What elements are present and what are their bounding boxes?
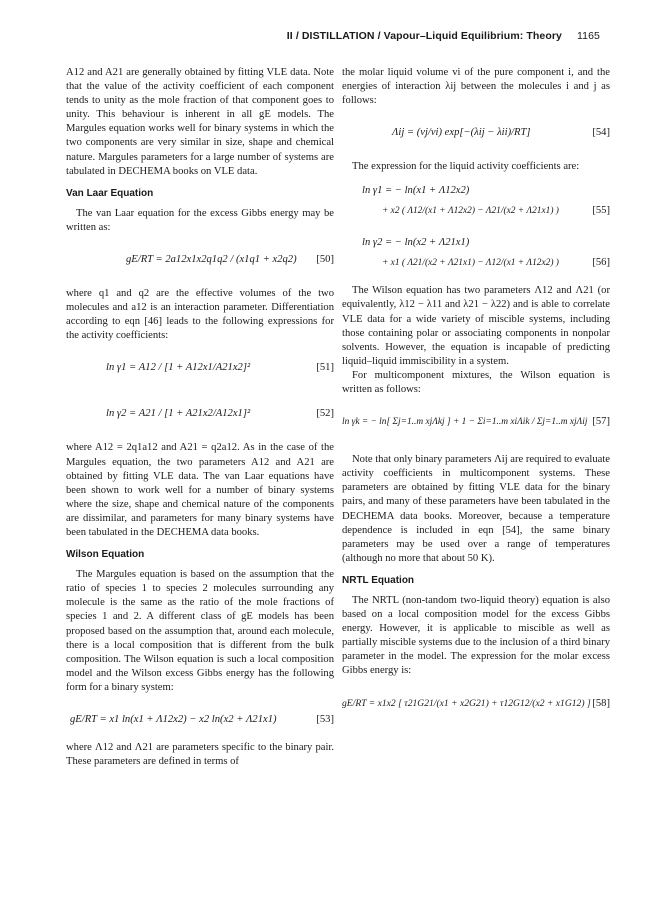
paragraph: The Margules equation is based on the assumption that the ratio of species 1 to species 2 molecules surrounding any molecule is the same as the ratio of the mole fractions of species 1 and 2. A different class of gE models has been proposed based on the assumption that, around each molecule, there is a local composition that is different from the bulk composition. The Wilson equation is such a local composition model and the Wilson excess Gibbs energy has the following form for a binary system: bbox=[66, 569, 334, 693]
equation-number: [50] bbox=[316, 254, 334, 266]
equation-50 bbox=[66, 241, 334, 281]
equation-53 bbox=[66, 701, 334, 735]
equation-54 bbox=[342, 114, 610, 154]
equation-body: ln γ2 = A21 / [1 + A21x2/A12x1]² bbox=[106, 408, 251, 420]
paragraph: Note that only binary parameters Λij are required to evaluate activity coefficients in multicomponent systems. These parameters are obtained by fitting VLE data for the binary pairs, and many of these parameters have been tabulated in the DECHEMA data books. Moreover, because a temperature dependence is included in eqn [54], the same binary parameters may be used over a range of temperatures (although no more that about 50 K). bbox=[342, 454, 611, 564]
paragraph: the molar liquid volume vi of the pure component i, and the energies of interaction λij between the molecules i and j as follows: bbox=[342, 67, 610, 107]
section-heading-wilson: Wilson Equation bbox=[66, 549, 145, 561]
equation-58 bbox=[342, 685, 610, 725]
equation-body: + x1 ( Λ21/(x2 + Λ21x1) − Λ12/(x1 + Λ12x2) ) bbox=[382, 258, 559, 269]
paragraph: The NRTL (non-tandom two-liquid theory) equation is also based on a local composition model for the excess Gibbs energy. However, it is applicable to miscible as well as partially miscible systems due to the inclusion of a third binary parameter in the model. The expression for the molar excess Gibbs energy is: bbox=[342, 594, 610, 677]
running-title: II / DISTILLATION / Vapour–Liquid Equilibrium: Theory bbox=[286, 30, 562, 42]
paragraph: For multicomponent mixtures, the Wilson equation is written as follows: bbox=[342, 369, 610, 396]
equation-57 bbox=[342, 403, 610, 447]
equation-number: [55] bbox=[592, 205, 610, 217]
equation-52 bbox=[66, 395, 334, 435]
equation-51 bbox=[66, 349, 334, 389]
paragraph: The expression for the liquid activity coefficients are: bbox=[352, 161, 580, 173]
equation-body: gE/RT = x1 ln(x1 + Λ12x2) − x2 ln(x2 + Λ21x1) bbox=[70, 714, 277, 725]
equation-body: ln γ1 = − ln(x1 + Λ12x2) bbox=[362, 185, 470, 197]
paragraph: The Wilson equation has two parameters Λ12 and Λ21 (or equivalently, λ12 − λ11 and λ21 − λ22) and is able to correlate VLE data for a wide variety of miscible systems, including those containing polar or associating components in nonpolar solvents. However, the equation is incapable of predicting liquid–liquid immiscibility in a system. bbox=[342, 285, 610, 367]
equation-number: [54] bbox=[592, 127, 610, 139]
running-header bbox=[287, 30, 600, 42]
equation-number: [56] bbox=[592, 257, 610, 269]
equation-body: ln γk = − ln[ Σj=1..m xjΛkj ] + 1 − Σi=1..m xiΛik / Σj=1..m xjΛij bbox=[342, 417, 588, 428]
equation-body: + x2 ( Λ12/(x1 + Λ12x2) − Λ21/(x2 + Λ21x1) ) bbox=[382, 206, 559, 217]
right-column bbox=[342, 66, 610, 731]
equation-number: [58] bbox=[592, 697, 610, 709]
paragraph: where q1 and q2 are the effective volumes of the two molecules and a12 is an interaction parameter. Differentiation according to eqn [46] leads to the following expressions for the activity coefficients: bbox=[66, 288, 334, 342]
equation-number: [53] bbox=[316, 714, 334, 725]
equation-number: [57] bbox=[592, 416, 610, 428]
equation-number: [51] bbox=[316, 362, 334, 374]
equation-number: [52] bbox=[316, 408, 334, 420]
paragraph: The van Laar equation for the excess Gibbs energy may be written as: bbox=[66, 207, 334, 233]
section-heading-nrtl: NRTL Equation bbox=[342, 574, 415, 586]
paragraph: where Λ12 and Λ21 are parameters specific to the binary pair. These parameters are defined in terms of bbox=[66, 742, 334, 768]
equation-body: ln γ2 = − ln(x2 + Λ21x1) bbox=[362, 237, 470, 249]
paragraph: where A12 = 2q1a12 and A21 = q2a12. As in the case of the Margules equation, the two parameters A12 and A21 are obtained by fitting VLE data. The van Laar equations have been shown to work well for a number of binary systems where the size, shape and chemical nature of the components are dissimilar, and parameters for many binary systems have been tabulated in the DECHEMA data books. bbox=[66, 442, 334, 538]
paragraph: A12 and A21 are generally obtained by fitting VLE data. Note that the value of the activity coefficient of each component tends to unity as the mole fraction of that component goes to unity. This behaviour is inherent in all gE models. The Margules equation works well for binary systems in which the two components are very similar in size, shape and chemical nature. Margules parameters for a large number of systems are tabulated in DECHEMA books on VLE data. bbox=[66, 67, 334, 177]
equation-55 bbox=[342, 180, 610, 226]
equation-56 bbox=[342, 232, 610, 278]
equation-body: Λij = (vj/vi) exp[−(λij − λii)/RT] bbox=[392, 127, 531, 139]
left-column bbox=[66, 66, 334, 769]
equation-body: gE/RT = x1x2 [ τ21G21/(x1 + x2G21) + τ12G12/(x2 + x1G12) ] bbox=[342, 697, 591, 709]
section-heading-van-laar: Van Laar Equation bbox=[66, 187, 154, 199]
equation-body: ln γ1 = A12 / [1 + A12x1/A21x2]² bbox=[106, 362, 251, 374]
page-number: 1165 bbox=[577, 30, 600, 42]
equation-body: gE/RT = 2a12x1x2q1q2 / (x1q1 + x2q2) bbox=[126, 254, 297, 266]
